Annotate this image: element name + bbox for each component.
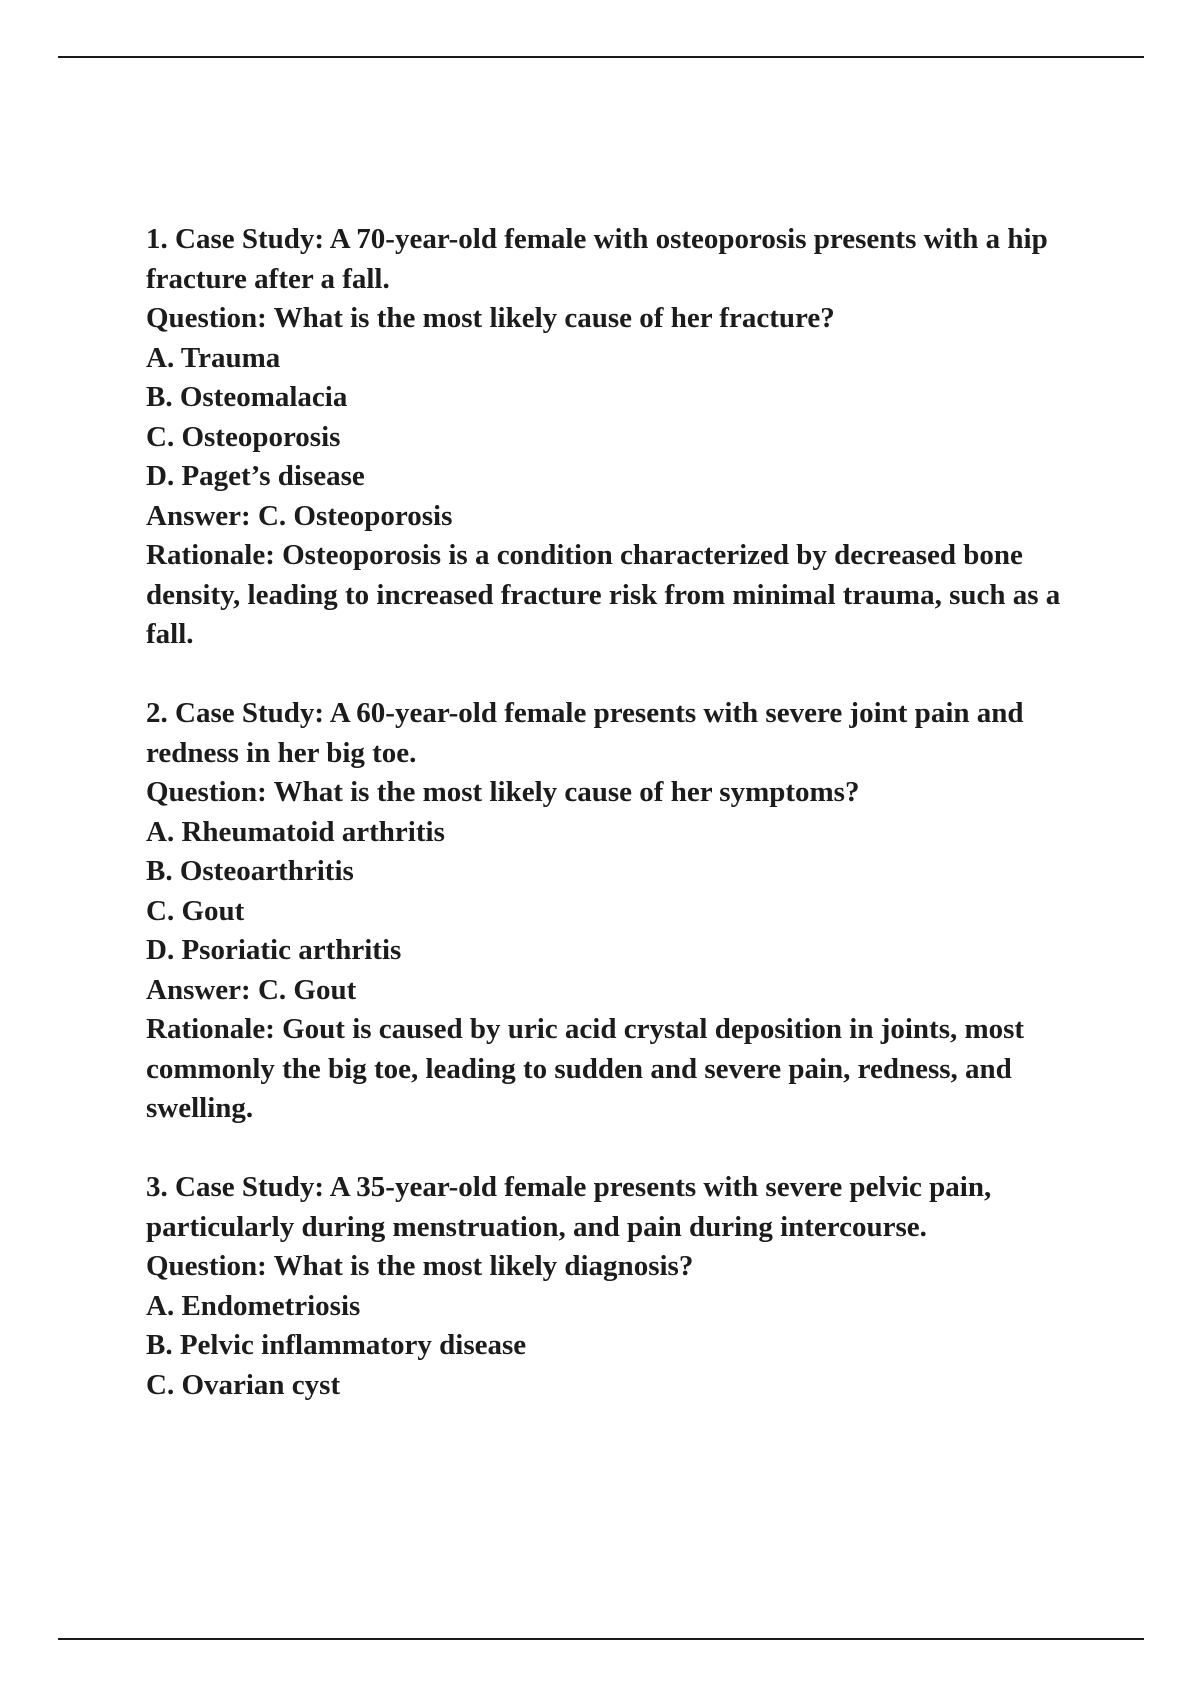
question-text: Question: What is the most likely diagnosis? xyxy=(146,1250,694,1282)
answer-text: Answer: C. Osteoporosis xyxy=(146,499,453,532)
rationale-text: Rationale: Gout is caused by uric acid crystal deposition in joints, most commonly the big toe, leading to sudden and severe pain, redness, and swelling. xyxy=(146,1013,1025,1124)
option-d: D. Paget’s disease xyxy=(146,460,365,492)
case-study-text: 2. Case Study: A 60-year-old female presents with severe joint pain and redness in her big toe. xyxy=(146,697,1024,769)
option-c: C. Osteoporosis xyxy=(146,420,341,453)
rationale-text: Rationale: Osteoporosis is a condition characterized by decreased bone density, leading to increased fracture risk from minimal trauma, such as a fall. xyxy=(146,539,1061,650)
question-block-3 xyxy=(146,1168,1106,1405)
case-study-text: 1. Case Study: A 70-year-old female with osteoporosis presents with a hip fracture after a fall. xyxy=(146,223,1048,295)
option-a: A. Endometriosis xyxy=(146,1289,361,1322)
option-d: D. Psoriatic arthritis xyxy=(146,934,402,966)
question-text: Question: What is the most likely cause of her fracture? xyxy=(146,302,835,334)
option-c: C. Ovarian cyst xyxy=(146,1368,341,1401)
document-body xyxy=(146,220,1106,1445)
answer-text: Answer: C. Gout xyxy=(146,973,357,1006)
question-text: Question: What is the most likely cause of her symptoms? xyxy=(146,776,860,808)
option-b: B. Pelvic inflammatory disease xyxy=(146,1329,527,1361)
options-list xyxy=(146,1287,1106,1406)
option-a: A. Rheumatoid arthritis xyxy=(146,815,445,848)
top-divider xyxy=(58,56,1144,58)
option-b: B. Osteoarthritis xyxy=(146,855,354,887)
question-block-1 xyxy=(146,220,1106,655)
option-b: B. Osteomalacia xyxy=(146,381,348,413)
option-a: A. Trauma xyxy=(146,341,281,374)
case-study-text: 3. Case Study: A 35-year-old female presents with severe pelvic pain, particularly during menstruation, and pain during intercourse. xyxy=(146,1171,992,1243)
bottom-divider xyxy=(58,1638,1144,1640)
question-block-2 xyxy=(146,694,1106,1129)
option-c: C. Gout xyxy=(146,894,245,927)
options-list xyxy=(146,813,1106,971)
options-list xyxy=(146,339,1106,497)
